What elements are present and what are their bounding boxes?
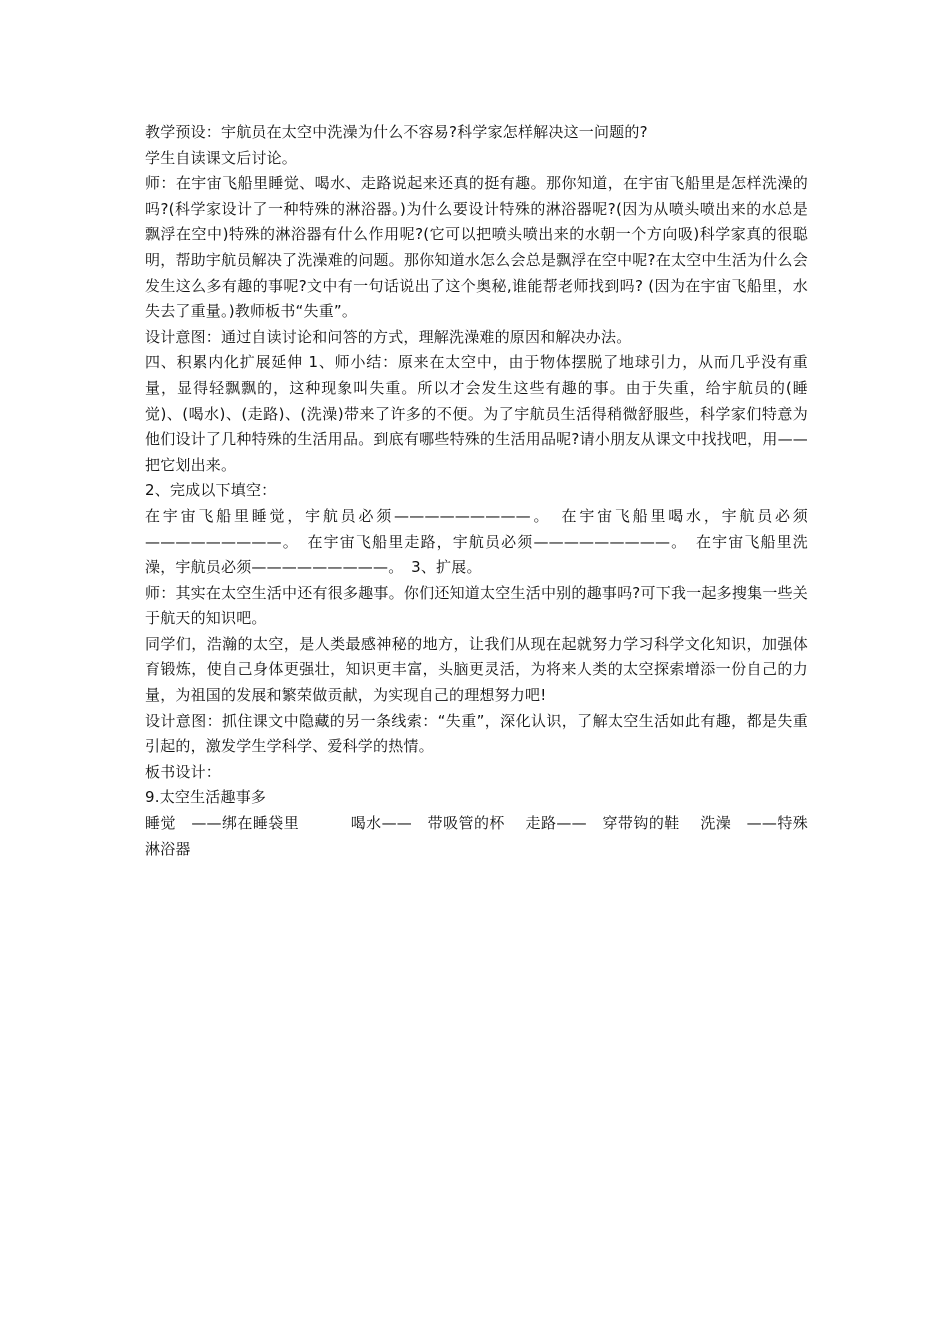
board-title: 9.太空生活趣事多 [145,788,267,807]
board-item-drink: 喝水—— 带吸管的杯 [350,814,505,833]
fill-blank-paragraph: 在宇宙飞船里睡觉，宇航员必须—————————。 在宇宙飞船里喝水，宇航员必须—————————。 在宇宙飞船里走路，宇航员必须—————————。 在宇宙飞船里洗澡，宇航员必须—————————。 3、扩展。 [145,506,808,577]
fill-blank-heading: 2、完成以下填空： [145,481,277,500]
summary-paragraph: 四、积累内化扩展延伸 1、师小结：原来在太空中，由于物体摆脱了地球引力，从而几乎没有重量，显得轻飘飘的，这种现象叫失重。所以才会发生这些有趣的事。由于失重，给宇航员的(睡觉)、(喝水)、(走路)、(洗澡)带来了许多的不便。为了宇航员生活得稍微舒服些，科学家们特意为他们设计了几种特殊的生活用品。到底有哪些特殊的生活用品呢?请小朋友从课文中找找吧，用——把它划出来。 [145,353,808,474]
design-intent-paragraph: 设计意图：通过自读讨论和问答的方式，理解洗澡难的原因和解决办法。 [145,327,632,346]
closing-paragraph: 同学们，浩瀚的太空，是人类最感神秘的地方，让我们从现在起就努力学习科学文化知识，加强体育锻炼，使自己身体更强壮，知识更丰富，头脑更灵活，为将来人类的太空探索增添一份自己的力量，为祖国的发展和繁荣做贡献，为实现自己的理想努力吧! [145,634,808,705]
board-design-heading: 板书设计： [145,762,222,781]
extension-paragraph: 师：其实在太空生活中还有很多趣事。你们还知道太空生活中别的趣事吗?可下我一起多搜集一些关于航天的知识吧。 [145,583,808,628]
teacher-dialogue-paragraph: 师：在宇宙飞船里睡觉、喝水、走路说起来还真的挺有趣。那你知道，在宇宙飞船里是怎样洗澡的吗?(科学家设计了一种特殊的淋浴器。)为什么要设计特殊的淋浴器呢?(因为从喷头喷出来的水总是飘浮在空中)特殊的淋浴器有什么作用呢?(它可以把喷头喷出来的水朝一个方向吸)科学家真的很聪明，帮助宇航员解决了洗澡难的问题。那你知道水怎么会总是飘浮在空中呢?在太空中生活为什么会发生这么多有趣的事呢?文中有一句话说出了这个奥秘,谁能帮老师找到吗? (因为在宇宙飞船里，水失去了重量。)教师板书“失重”。 [145,174,808,321]
document-page [145,120,808,862]
board-items [145,811,808,862]
board-item-bath: 洗澡 ——特殊淋浴器 [145,814,808,858]
board-item-walk: 走路—— 穿带钩的鞋 [525,814,680,833]
teaching-preset-paragraph: 教学预设：宇航员在太空中洗澡为什么不容易?科学家怎样解决这一问题的? [145,123,648,141]
self-reading-paragraph: 学生自读课文后讨论。 [145,148,298,167]
design-intent-paragraph-2: 设计意图：抓住课文中隐藏的另一条线索：“失重”，深化认识，了解太空生活如此有趣，都是失重引起的，激发学生学科学、爱科学的热情。 [145,711,808,756]
board-item-sleep: 睡觉 ——绑在睡袋里 [145,814,300,833]
